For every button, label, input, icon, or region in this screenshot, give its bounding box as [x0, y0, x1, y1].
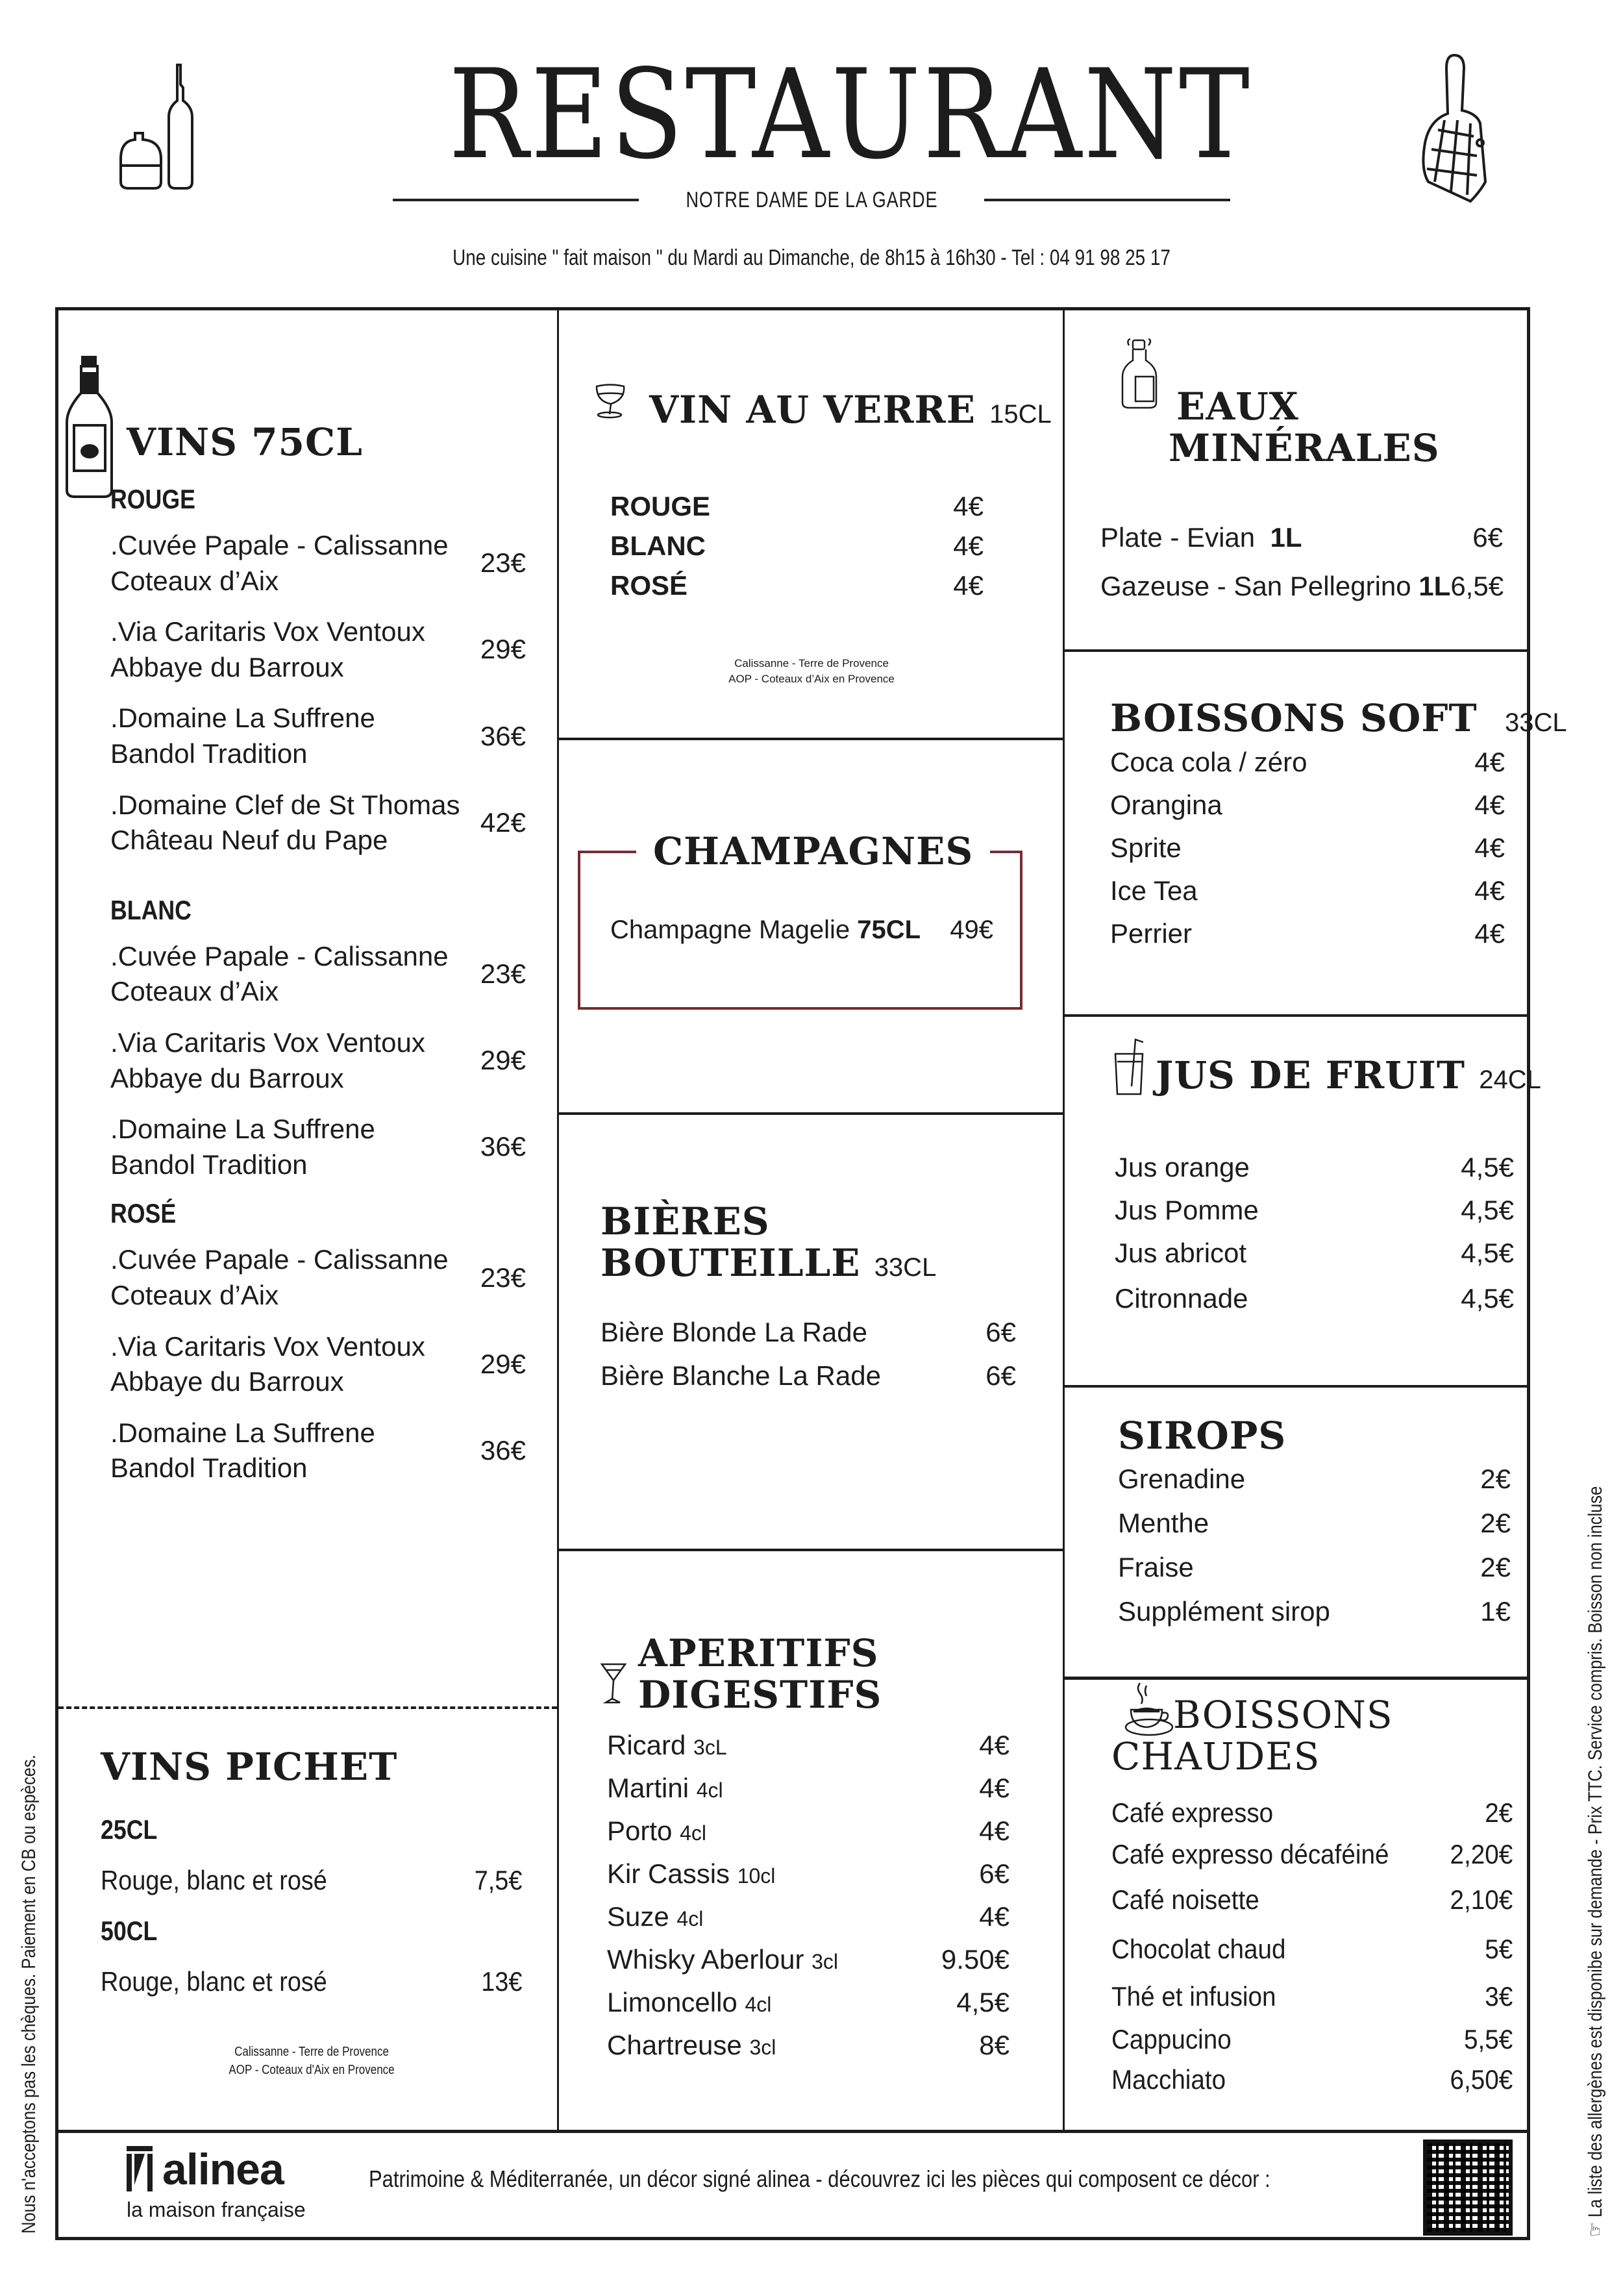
section-title-text: BOUTEILLE: [601, 1240, 861, 1285]
item-price: 5€: [1485, 1934, 1513, 1964]
section-title-line: EAUX: [1176, 384, 1299, 429]
menu-row: [1118, 1457, 1511, 1501]
alinea-logo: [127, 2143, 347, 2227]
item-volume: 4cl: [680, 1821, 706, 1845]
item-price: 8€: [979, 2030, 1010, 2060]
wine-item: [110, 939, 526, 1010]
wine-appellation: Bandol Tradition: [110, 1453, 308, 1484]
section-title: [1110, 696, 1567, 740]
column-divider: [1063, 308, 1065, 2133]
menu-row: [1110, 784, 1505, 827]
wine-price: 29€: [480, 1045, 526, 1076]
juice-glass-icon: [1113, 1036, 1145, 1097]
menu-row: [1111, 1875, 1513, 1925]
item-price: 4,5€: [1461, 1283, 1514, 1314]
origin-note-line: AOP - Coteaux d’Aix en Provence: [728, 672, 895, 685]
item-name: Sprite: [1110, 832, 1182, 863]
wine-price: 42€: [480, 806, 526, 838]
item-name: ROSÉ: [610, 569, 688, 601]
item-price: 49€: [950, 916, 993, 944]
item-name: Chocolat chaud: [1111, 1934, 1286, 1964]
item-name: Thé et infusion: [1111, 1981, 1276, 2012]
wine-price: 36€: [480, 1434, 526, 1466]
menu-row: [610, 566, 984, 606]
section-volume: 15CL: [989, 400, 1052, 429]
item-name: Jus orange: [1115, 1152, 1250, 1182]
menu-row: [601, 1310, 1016, 1354]
section-title-text: JUS DE FRUIT: [1156, 1053, 1466, 1097]
section-volume: 24CL: [1479, 1066, 1541, 1094]
item-price: 6€: [985, 1316, 1016, 1347]
menu-row: [601, 1354, 1016, 1397]
wine-name: .Via Caritaris Vox Ventoux: [110, 1330, 425, 1362]
item-price: 13€: [481, 1965, 523, 1997]
item-price: 2€: [1480, 1463, 1511, 1494]
item-name: ROUGE: [610, 491, 711, 521]
menu-row: [1100, 562, 1503, 610]
subtitle-row: [393, 187, 1230, 213]
section-divider: [1064, 1677, 1530, 1680]
section-title-line: DIGESTIFS: [638, 1672, 882, 1717]
menu-row: [1100, 513, 1503, 562]
size-label: 50CL: [101, 1915, 158, 1946]
wine-price: 29€: [480, 1348, 526, 1379]
item-price: 3€: [1485, 1981, 1513, 2012]
allergen-icon: ☞: [1585, 2222, 1606, 2237]
menu-row: [607, 1853, 1010, 1895]
wine-appellation: Bandol Tradition: [110, 1149, 308, 1180]
menu-row: [1111, 2060, 1513, 2100]
item-volume: 75CL: [857, 916, 921, 944]
wine-appellation: Coteaux d’Aix: [110, 1279, 279, 1310]
item-name: Café noisette: [1111, 1884, 1259, 1915]
item-name: Bière Blanche La Rade: [601, 1360, 881, 1391]
section-title-text: BOISSONS SOFT: [1110, 696, 1478, 740]
wine-glass-icon: [594, 383, 626, 419]
section-title-line: BOISSONS: [1173, 1693, 1393, 1737]
item-price: 4€: [1474, 875, 1505, 906]
allergen-note: [1584, 1486, 1607, 2237]
item-name: Rouge, blanc et rosé: [101, 1965, 327, 1997]
item-price: 6€: [985, 1360, 1016, 1391]
item-price: 4€: [953, 530, 984, 561]
section-title-line: [601, 1240, 1016, 1285]
wine-price: 29€: [480, 634, 526, 665]
section-volume: 33CL: [874, 1253, 937, 1282]
item-name: Macchiato: [1111, 2064, 1226, 2095]
wine-name: .Domaine La Suffrene: [110, 703, 375, 734]
item-name: Supplément sirop: [1118, 1595, 1330, 1627]
item-price: 1€: [1480, 1595, 1511, 1627]
item-price: 2,10€: [1450, 1884, 1513, 1915]
origin-note: [132, 2043, 491, 2079]
wine-name: .Cuvée Papale - Calissanne: [110, 940, 449, 971]
section-title-line: APERITIFS: [638, 1631, 879, 1675]
item-name: Coca cola / zéro: [1110, 746, 1307, 777]
wine-item: [110, 1242, 526, 1313]
wine-price: 36€: [480, 1131, 526, 1162]
section-vins-pichet: [101, 1747, 523, 2079]
item-volume: 3cl: [749, 2036, 776, 2059]
wine-name: .Domaine La Suffrene: [110, 1114, 375, 1145]
item-price: 4€: [953, 569, 984, 601]
section-title-line: MINÉRALES: [1169, 425, 1440, 470]
divider-line: [393, 199, 639, 201]
item-name: Gazeuse - San Pellegrino 1L: [1100, 570, 1451, 601]
wine-name: .Cuvée Papale - Calissanne: [110, 530, 449, 560]
menu-row: [1111, 1792, 1513, 1834]
wine-price: 23€: [480, 547, 526, 579]
item-price: 4€: [1474, 746, 1505, 777]
item-name: Limoncello 4cl: [607, 1987, 772, 2017]
header-left-illustration: [116, 62, 203, 195]
section-title: CHAMPAGNES: [636, 831, 990, 873]
item-name: Suze 4cl: [607, 1901, 704, 1932]
martini-glass-icon: [601, 1662, 626, 1704]
item-name: Perrier: [1110, 917, 1193, 949]
wine-price: 23€: [480, 958, 526, 990]
menu-row: [607, 2024, 1010, 2067]
menu-row: [1110, 827, 1505, 869]
item-name: Plate - Evian 1L: [1100, 521, 1302, 553]
menu-row: [101, 1966, 522, 1997]
item-price: 2€: [1480, 1551, 1511, 1582]
section-divider: [1064, 1385, 1530, 1388]
tagline: Une cuisine " fait maison " du Mardi au Dimanche, de 8h15 à 16h30 - Tel : 04 91 98 25 17: [452, 245, 1171, 270]
wine-item: [110, 1416, 526, 1486]
item-name: Porto 4cl: [607, 1816, 706, 1846]
item-price: 6,50€: [1450, 2064, 1513, 2095]
section-volume: 33CL: [1505, 708, 1567, 737]
item-volume: 4cl: [745, 1993, 772, 2016]
item-volume: 4cl: [696, 1778, 723, 1802]
column-divider: [557, 308, 559, 2133]
wine-item: [110, 788, 526, 858]
menu-row: [1111, 1974, 1513, 2019]
wine-price: 36€: [480, 720, 526, 751]
menu-row: [607, 1767, 1010, 1810]
menu-row: [607, 1895, 1010, 1938]
section-title-line: CHAUDES: [1111, 1734, 1320, 1778]
item-name: Orangina: [1110, 789, 1222, 820]
footer-divider: [55, 2130, 1530, 2133]
menu-row: [101, 1865, 522, 1896]
item-name: Rouge, blanc et rosé: [101, 1864, 327, 1895]
allergen-note-text: La liste des allergènes est disponibe sur demande - Prix TTC. Service compris. Boisson non incluse: [1585, 1486, 1606, 2218]
wine-name: .Domaine Clef de St Thomas: [110, 789, 460, 820]
menu-row: [1118, 1501, 1511, 1545]
item-price: 2€: [1480, 1507, 1511, 1538]
origin-note-line: Calissanne - Terre de Provence: [734, 657, 889, 669]
wine-name: .Cuvée Papale - Calissanne: [110, 1244, 449, 1275]
item-volume: 3cl: [812, 1950, 839, 1973]
item-price: 4€: [1474, 917, 1505, 949]
wine-appellation: Coteaux d’Aix: [110, 565, 279, 596]
item-volume: 10cl: [737, 1864, 776, 1888]
payment-note: Nous n'acceptons pas les chèques. Paiement en CB ou espèces.: [18, 1754, 40, 2234]
wine-item: [110, 1025, 526, 1096]
menu-row: [1115, 1189, 1514, 1232]
menu-row: [1110, 912, 1505, 955]
item-volume: 3cL: [693, 1736, 727, 1759]
section-title: VINS PICHET: [101, 1745, 398, 1789]
section-divider: [558, 738, 1063, 740]
item-price: 6,5€: [1450, 570, 1504, 601]
wine-appellation: Coteaux d’Aix: [110, 976, 279, 1007]
menu-row: [1111, 1834, 1513, 1875]
item-price: 6€: [979, 1858, 1010, 1889]
wine-name: .Via Caritaris Vox Ventoux: [110, 616, 425, 647]
item-price: 6€: [1472, 521, 1503, 553]
item-name: Ice Tea: [1110, 875, 1198, 906]
item-price: 4€: [953, 491, 984, 521]
origin-note-line: Calissanne - Terre de Provence: [234, 2044, 389, 2059]
item-price: 7,5€: [474, 1864, 523, 1895]
wine-name: .Via Caritaris Vox Ventoux: [110, 1027, 425, 1058]
menu-row: [610, 487, 984, 527]
size-label: 25CL: [101, 1814, 158, 1845]
wine-appellation: Bandol Tradition: [110, 738, 308, 769]
item-name: Café expresso: [1111, 1797, 1274, 1828]
footer-text: Patrimoine & Méditerranée, un décor signé alinea - découvrez ici les pièces qui composent ce décor :: [369, 2165, 1270, 2192]
item-name: BLANC: [610, 530, 706, 561]
divider-line: [984, 199, 1230, 201]
item-price: 2€: [1485, 1797, 1513, 1828]
bottle-and-jar-icon: [116, 62, 203, 195]
apron-icon: [1415, 52, 1490, 208]
restaurant-subtitle: NOTRE DAME DE LA GARDE: [686, 187, 937, 212]
item-name: Jus Pomme: [1115, 1195, 1259, 1225]
brand-name: alinea: [162, 2145, 284, 2194]
wine-appellation: Château Neuf du Pape: [110, 825, 388, 856]
item-name: Ricard 3cL: [607, 1730, 727, 1760]
section-title: [649, 390, 1052, 431]
wine-item: [110, 1112, 526, 1182]
item-price: 4,5€: [1461, 1195, 1514, 1225]
wine-color-label: ROUGE: [110, 484, 195, 514]
section-sirops: [1118, 1416, 1514, 1634]
item-name: Menthe: [1118, 1507, 1209, 1538]
item-volume: 4cl: [676, 1907, 704, 1930]
menu-row: [1115, 1146, 1514, 1189]
item-name: Citronnade: [1115, 1283, 1248, 1314]
section-title-text: VIN AU VERRE: [649, 388, 976, 432]
item-price: 4€: [1474, 789, 1505, 820]
wine-item: [110, 701, 526, 771]
wine-item: [110, 614, 526, 685]
wine-name: .Domaine La Suffrene: [110, 1417, 375, 1448]
item-price: 4,5€: [1461, 1238, 1514, 1268]
wine-price: 23€: [480, 1262, 526, 1293]
item-name: Grenadine: [1118, 1463, 1246, 1494]
item-volume: 1L: [1419, 570, 1451, 601]
item-price: 4€: [1474, 832, 1505, 863]
menu-row: [1110, 741, 1505, 784]
section-divider: [1064, 1014, 1530, 1017]
menu-row: [1118, 1545, 1511, 1590]
section-divider: [558, 1112, 1063, 1115]
item-price: 5,5€: [1464, 2024, 1513, 2054]
item-name: Café expresso décaféiné: [1111, 1839, 1389, 1869]
section-bieres: [601, 1201, 1016, 1397]
item-price: 4€: [979, 1730, 1010, 1760]
menu-row: [607, 1938, 1010, 1981]
section-divider: [558, 1549, 1063, 1551]
item-price: 4€: [979, 1816, 1010, 1846]
menu-row: [1115, 1275, 1514, 1323]
menu-row: [1111, 1925, 1513, 1974]
menu-row: [607, 1724, 1010, 1767]
section-title: VINS 75CL: [127, 420, 363, 464]
menu-row: [1115, 1232, 1514, 1275]
wine-appellation: Abbaye du Barroux: [110, 1366, 344, 1397]
dashed-divider: [58, 1706, 557, 1709]
section-boissons-soft: [1110, 696, 1567, 955]
item-price: 9.50€: [941, 1944, 1010, 1975]
alinea-logo-icon: [127, 2146, 153, 2191]
item-price: 2,20€: [1450, 1839, 1513, 1869]
menu-row: [1118, 1590, 1511, 1634]
section-divider: [1064, 649, 1530, 652]
brand-tagline: la maison française: [127, 2198, 306, 2221]
item-volume: 1L: [1270, 521, 1302, 553]
header-right-illustration: [1415, 52, 1490, 208]
wine-appellation: Abbaye du Barroux: [110, 651, 344, 682]
water-bottle-icon: [1120, 338, 1159, 409]
item-name: Fraise: [1118, 1551, 1194, 1582]
item-price: 4€: [979, 1901, 1010, 1932]
item-price: 4,5€: [1461, 1152, 1514, 1182]
wine-item: [110, 1329, 526, 1400]
wine-color-label: ROSÉ: [110, 1198, 177, 1229]
origin-note: [584, 656, 1039, 687]
origin-note-line: AOP - Coteaux d'Aix en Provence: [229, 2062, 395, 2077]
item-name: Martini 4cl: [607, 1773, 723, 1803]
section-title: [1156, 1055, 1541, 1097]
menu-row: [1110, 869, 1505, 912]
qr-code-icon[interactable]: [1423, 2140, 1513, 2236]
wine-item: [110, 528, 526, 599]
restaurant-title: RESTAURANT: [449, 43, 1252, 186]
item-name: Champagne Magelie 75CL: [610, 916, 921, 944]
item-name: Whisky Aberlour 3cl: [607, 1944, 839, 1975]
wine-color-label: BLANC: [110, 894, 192, 925]
item-name: Cappucino: [1111, 2024, 1232, 2054]
section-title-line: BIÈRES: [601, 1199, 770, 1243]
menu-row: [610, 527, 984, 566]
menu-row: [607, 1810, 1010, 1853]
item-price: 4,5€: [956, 1987, 1010, 2017]
item-price: 4€: [979, 1773, 1010, 1803]
menu-row: [607, 1981, 1010, 2024]
menu-row: [610, 916, 993, 945]
item-name: Jus abricot: [1115, 1238, 1247, 1268]
section-title: SIROPS: [1118, 1414, 1287, 1458]
item-name: Kir Cassis 10cl: [607, 1858, 776, 1889]
item-name: Bière Blonde La Rade: [601, 1316, 867, 1347]
item-name: Chartreuse 3cl: [607, 2030, 776, 2060]
wine-bottle-icon: [65, 354, 114, 500]
wine-appellation: Abbaye du Barroux: [110, 1062, 344, 1093]
menu-row: [1111, 2019, 1513, 2060]
